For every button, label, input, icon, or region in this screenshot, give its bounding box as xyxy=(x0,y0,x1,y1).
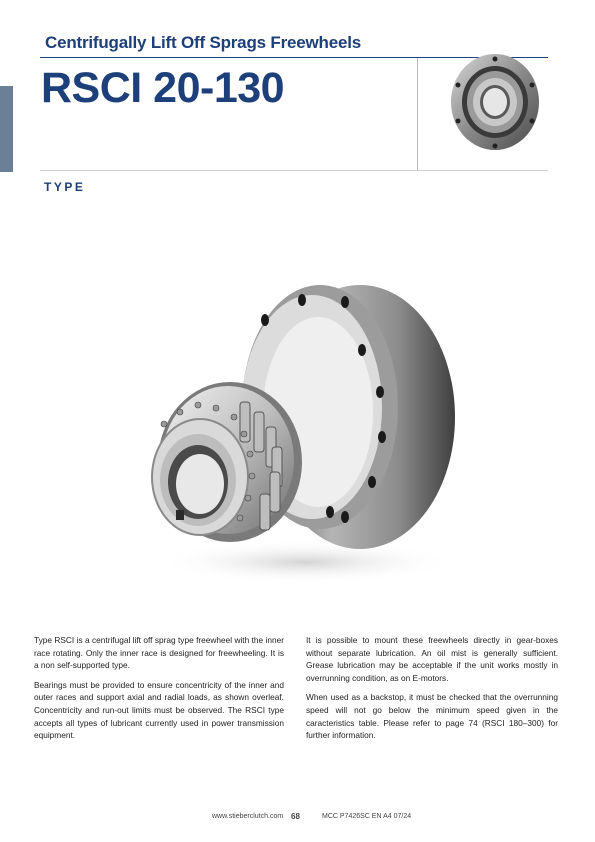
model-title: RSCI 20-130 xyxy=(41,64,285,112)
freewheel-product-image xyxy=(140,262,470,592)
series-title: Centrifugally Lift Off Sprags Freewheels xyxy=(45,33,362,52)
description-paragraph: It is possible to mount these freewheels directly in gear-boxes without separate lubrication. An oil mist is generally sufficient. Grease lubrication may be acceptable if the unit works mostly in overrunning condition, as on E-motors. xyxy=(306,635,558,683)
section-tab-marker xyxy=(0,86,13,172)
description-left-column xyxy=(34,634,284,749)
section-label: TYPE xyxy=(44,180,86,194)
product-thumbnail-image xyxy=(440,45,550,160)
page-number: 68 xyxy=(291,812,300,821)
description-paragraph: When used as a backstop, it must be checked that the overrunning speed will not go below the minimum speed given in the caracteristics table. Please refer to page 74 (RSCI 180–300) for further information. xyxy=(306,692,558,741)
description-paragraph: Type RSCI is a centrifugal lift off sprag type freewheel with the inner race rotating. Only the inner race is designed for freewheeling. It is a non self-supported type. xyxy=(34,635,284,671)
header-divider xyxy=(417,58,418,170)
header-bottom-rule xyxy=(40,170,548,171)
footer-website: www.stieberclutch.com xyxy=(212,813,284,820)
description-right-column xyxy=(306,634,558,749)
footer-document-reference: MCC P7426SC EN A4 07/24 xyxy=(322,813,412,820)
description-paragraph: Bearings must be provided to ensure concentricity of the inner and outer races and support axial and radial loads, as shown overleaf. Concentricity and run-out limits must be observed. The RSCI type accepts all types of lubricant currently used in power transmission equipment. xyxy=(34,679,284,741)
